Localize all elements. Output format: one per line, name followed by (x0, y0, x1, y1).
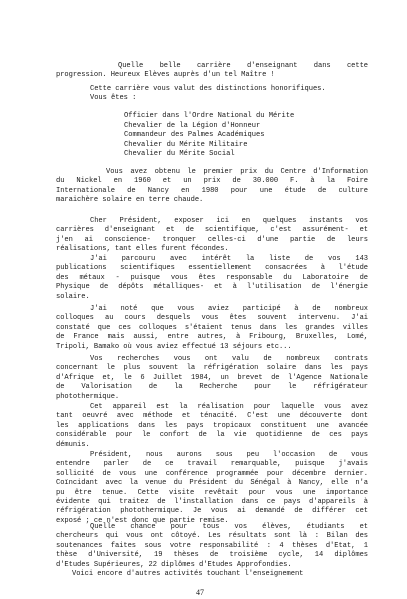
text-line: démunis. (56, 440, 90, 449)
text-line: Internationale de Nancy en 1980 pour une étude de culture (56, 186, 368, 195)
text-line: thèse d'Université, 19 thèses de troisième cycle, 14 diplômes (56, 551, 368, 560)
honors-list (124, 112, 364, 160)
text-line: solaire. (56, 292, 90, 301)
text-line: des métaux - puisque vous êtes responsable du Laboratoire de (56, 273, 368, 282)
text-line: réalisations, tant elles furent fécondes. (56, 245, 229, 254)
text-line: maraichère solaire en terre chaude. (56, 196, 204, 205)
text-line: Quelle belle carrière d'enseignant dans cette (118, 62, 368, 70)
paragraph-prizes (56, 168, 368, 206)
text-line: considérable pour le confort de la vie quotidienne de ces pays (56, 431, 368, 440)
text-line: J'ai parcouru avec intérêt la liste de vos 143 (90, 255, 368, 263)
text-line: publications scientifiques essentiellement consacrées à l'étude (56, 264, 368, 273)
text-line: Physique de dépôts métalliques- et à l'utilisation de l'énergie (56, 283, 368, 292)
text-line: de Valorisation de la Recherche pour le réfrigérateur (56, 383, 368, 392)
text-line: Vous avez obtenu le premier prix du Centre d'Information (106, 168, 368, 176)
text-line: sollicité de vous une conférence programmée pour décembre dernier. (56, 469, 368, 478)
list-item: Chevalier du Mérite Social (124, 150, 235, 159)
paragraph-distinctions (90, 85, 368, 104)
text-line: Voici encore d'autres activités touchant l'enseignement (72, 570, 304, 578)
text-line: J'ai noté que vous aviez participé à de nombreux (90, 305, 368, 313)
text-line: colloques au cours desquels vous êtes souvent intervenu. J'ai (56, 314, 368, 323)
paragraph-research (56, 355, 368, 402)
text-line: progression. Heureux Elèves auprès d'un tel Maître ! (56, 71, 275, 80)
text-line: photothermique. (56, 392, 120, 401)
text-line: tant oeuvré avec méthode et ténacité. C'est une découverte dont (56, 412, 368, 421)
text-line: exposé ; ce n'est donc que partie remise. (56, 516, 229, 525)
list-item: Chevalier de la Légion d'Honneur (124, 121, 261, 130)
text-line: de France mais aussi, entre autres, à Fribourg, Bruxelles, Lomé, (56, 333, 368, 342)
text-line: soutenances faites sous votre responsabilité : 4 thèses d'Etat, 1 (56, 541, 368, 550)
text-line: du Nickel en 1960 et un prix de 30.000 F. à la Foire (56, 177, 368, 186)
text-line: j'en ai conscience- tronquer celles-ci d'une partie de leurs (56, 235, 368, 244)
text-line: les applications dans les pays tropicaux constituent une avancée (56, 421, 368, 430)
text-line: Cet appareil est la réalisation pour laquelle vous avez (90, 403, 368, 411)
text-line: évidente qui traitez de l'installation dans ce pays d'appareils à (56, 498, 368, 507)
list-item: Officier dans l'Ordre National du Mérite (124, 112, 295, 120)
text-line: Cher Président, exposer ici en quelques instants vos (90, 217, 368, 225)
text-line: réfrigération photothermique. Je vous ai demandé de différer cet (56, 507, 368, 516)
paragraph-colloques (56, 305, 368, 352)
text-line: entendre parler de ce travail remarquable, puisque j'avais (56, 460, 368, 469)
text-line: Tripoli, Bamako où vous aviez effectué 13 séjours etc... (56, 342, 292, 351)
text-line: chercheurs qui vous ont côtoyé. Les résultats sont là : Bilan des (56, 532, 368, 541)
list-item: Chevalier du Mérite Militaire (124, 140, 248, 149)
text-line: Cette carrière vous valut des distinctions honorifiques. (90, 85, 326, 93)
text-line: concernant le plus souvent la réfrigération solaire dans les pays (56, 364, 368, 373)
paragraph-device (56, 403, 368, 450)
text-line: Coïncidant avec la venue du Président du Sénégal à Nancy, elle n'a (56, 479, 368, 488)
text-line: carrières d'enseignant et de scientifique, c'est assurément- et (56, 226, 368, 235)
text-line: Quelle chance pour tous vos élèves, étudiants et (90, 523, 368, 531)
text-line: d'Afrique et, le 6 Juillet 1984, un brevet de l'Agence Nationale (56, 373, 368, 382)
list-item: Commandeur des Palmes Académiques (124, 131, 265, 140)
text-line: constaté que ces colloques s'étaient tenus dans les grandes villes (56, 323, 368, 332)
paragraph-president (56, 217, 368, 255)
text-line: Président, nous aurons sous peu l'occasion de vous (90, 451, 368, 459)
page-number: 47 (196, 588, 204, 597)
paragraph-conference (56, 451, 368, 526)
paragraph-activities (56, 570, 368, 579)
paragraph-publications (56, 255, 368, 302)
text-line: Vous êtes : (90, 94, 137, 103)
paragraph-students (56, 523, 368, 570)
paragraph-career (56, 62, 368, 81)
text-line: d'Etudes Supérieures, 22 diplômes d'Etudes Approfondies. (56, 560, 292, 569)
text-line: pu être tenue. Cette visite revêtait pour vous une importance (56, 488, 368, 497)
text-line: Vos recherches vous ont valu de nombreux contrats (90, 355, 368, 363)
